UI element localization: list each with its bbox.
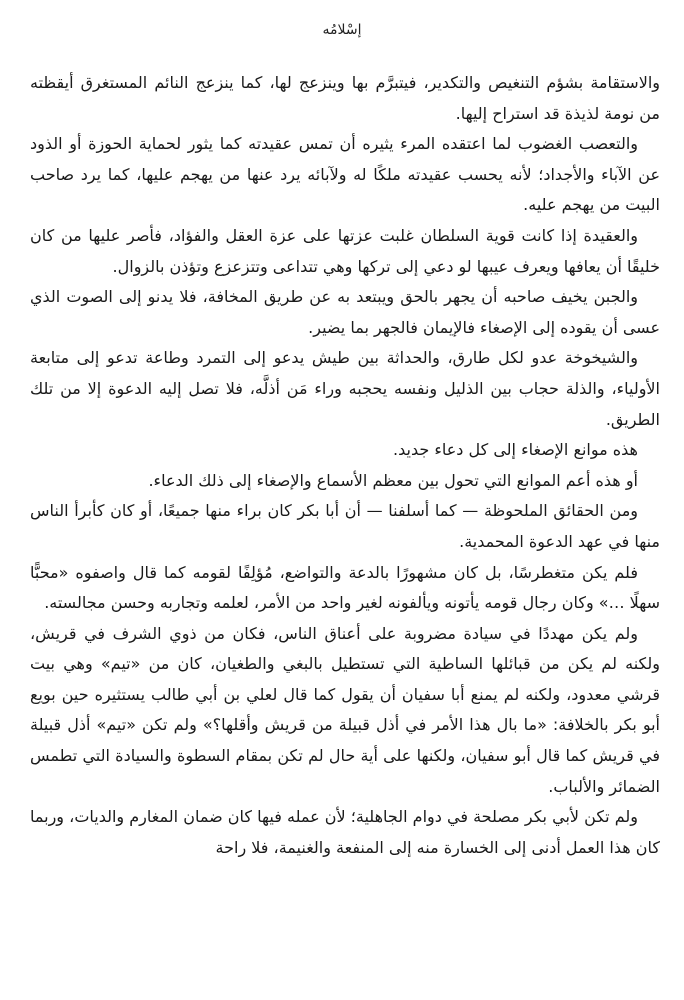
paragraph: والجبن يخيف صاحبه أن يجهر بالحق ويبتعد به عن طريق المخافة، فلا يدنو إلى الصوت الذي عسى أن يقوده إلى الإصغاء فالإيمان فالجهر بما يضير. xyxy=(30,287,660,337)
paragraph: ومن الحقائق الملحوظة — كما أسلفنا — أن أبا بكر كان براء منها جميعًا، أو كان كأبرأ الناس منها في عهد الدعوة المحمدية. xyxy=(30,501,660,551)
paragraph: والعقيدة إذا كانت قوية السلطان غلبت عزتها على عزة العقل والفؤاد، فأصر عليها من كان خليقًا أن يعافها ويعرف عيبها لو دعي إلى تركها وهي تتداعى وتتزعزع وتؤذن بالزوال. xyxy=(30,225,660,276)
paragraph: فلم يكن متغطرسًا، بل كان مشهورًا بالدعة والتواضع، مُؤلِفًا لقومه كما قال واصفوه «محبًّا سهلًا …» وكان رجال قومه يأتونه ويألفونه لغير واحد من الأمر، لعلمه وتجاربه وحسن مجالسته. xyxy=(30,562,660,613)
paragraph: ولم تكن لأبي بكر مصلحة في دوام الجاهلية؛ لأن عمله فيها كان ضمان المغارم والديات، وربما كان هذا العمل أدنى إلى الخسارة منه إلى المنفعة والغنيمة، فلا راحة xyxy=(30,807,660,857)
paragraph: والتعصب الغضوب لما اعتقده المرء يثيره أن تمس عقيدته كما يثور لحماية الحوزة أو الذود عن الآباء والأجداد؛ لأنه يحسب عقيدته ملكًا له ولآبائه يرد عنها من يهجم عليها، كما يرد صاحب البيت من يهجم عليه. xyxy=(30,134,660,215)
paragraph: أو هذه أعم الموانع التي تحول بين معظم الأسماع والإصغاء إلى ذلك الدعاء. xyxy=(148,470,638,490)
paragraph: ولم يكن مهددًا في سيادة مضروبة على أعناق الناس، فكان من ذوي الشرف في قريش، ولكنه لم يكن من قبائلها الساطية التي تستطيل بالبغي والطغيان، كان من «تيم» وهي بيت قرشي معدود، ولكنه لم يمنع أبا سفيان أن يقول كما قال لعلي بن أبي طالب يستثيره حين بويع أبو بكر بالخلافة: «ما بال هذا الأمر في أذل قبيلة من قريش وأقلها؟» ولم تكن «تيم» أذل قبيلة في قريش كما قال أبو سفيان، ولكنها على أية حال لم تكن بمقام السطوة والسيادة التي تطمس الضمائر والألباب. xyxy=(30,623,660,796)
body-text xyxy=(30,68,660,863)
paragraph: هذه موانع الإصغاء إلى كل دعاء جديد. xyxy=(393,440,638,460)
running-header: إسْلامُه xyxy=(322,22,362,38)
paragraph: والاستقامة بشؤم التنغيص والتكدير، فيتبرَّم بها وينزعج لها، كما ينزعج النائم المستغرق أيقظته من نومة لذيذة قد استراح إليها. xyxy=(30,73,660,123)
paragraph: والشيخوخة عدو لكل طارق، والحداثة بين طيش يدعو إلى التمرد وطاعة تدعو إلى متابعة الأولياء، والذلة حجاب بين الذليل ونفسه يحجبه وراء مَن أذلَّه، فلا تصل إليه الدعوة إلا من تلك الطريق. xyxy=(30,348,660,429)
